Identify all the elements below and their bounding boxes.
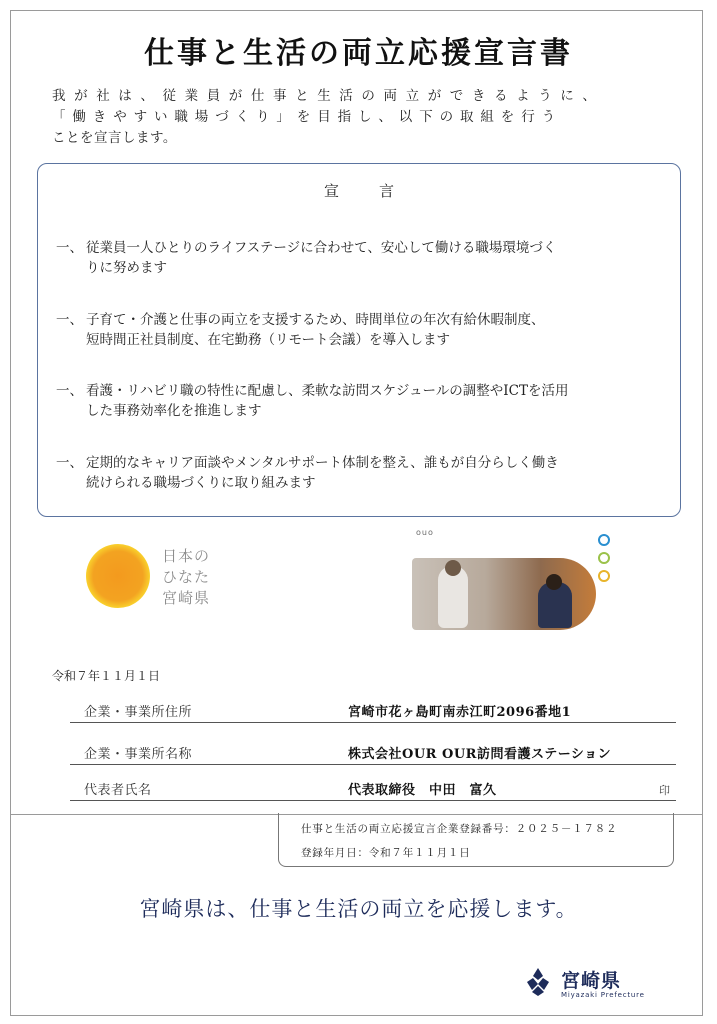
item-mark: 一、 [56, 240, 83, 256]
prefecture-name: 宮崎県 [561, 970, 622, 992]
declaration-item [56, 238, 656, 278]
intro-line: ことを宣言します。 [52, 130, 177, 146]
item-mark: 一、 [56, 455, 83, 471]
document-title: 仕事と生活の両立応援宣言書 [144, 36, 573, 71]
item-mark: 一、 [56, 312, 83, 328]
item-line: りに努めます [86, 260, 167, 276]
registration-date: 登録年月日：令和７年１１月１日 [301, 847, 471, 859]
hinata-sun-icon [86, 544, 150, 608]
address-field [70, 698, 676, 723]
intro-text [52, 86, 676, 149]
field-value: 代表取締役 中田 富久 [348, 783, 497, 798]
registration-number: 仕事と生活の両立応援宣言企業登録番号：２０２５－１７８２ [301, 823, 618, 835]
declaration-item [56, 453, 656, 493]
prefecture-slogan: 宮崎県は、仕事と生活の両立を応援します。 [139, 897, 578, 921]
item-mark: 一、 [56, 383, 83, 399]
field-value: 株式会社OUR OUR訪問看護ステーション [348, 747, 612, 762]
our-vertical-logo-icon [598, 534, 612, 588]
field-label: 企業・事業所名称 [84, 747, 193, 762]
staff-photo [412, 558, 596, 630]
miyazaki-emblem-icon [521, 966, 555, 998]
registration-box [278, 813, 674, 867]
issue-date: 令和７年１１月１日 [52, 669, 161, 683]
item-line: 従業員一人ひとりのライフステージに合わせて、安心して働ける職場環境づく [86, 240, 557, 256]
declaration-item [56, 381, 656, 421]
representative-field [70, 776, 676, 801]
declaration-item [56, 310, 656, 350]
photo-figure-head [546, 574, 562, 590]
seal-mark: 印 [659, 784, 670, 797]
item-line: した事務効率化を推進します [86, 403, 262, 419]
item-line: 看護・リハビリ職の特性に配慮し、柔軟な訪問スケジュールの調整やICTを活用 [86, 383, 569, 399]
item-line: 子育て・介護と仕事の両立を支援するため、時間単位の年次有給休暇制度、 [86, 312, 545, 328]
company-photo-area [410, 528, 620, 638]
item-line: 短時間正社員制度、在宅勤務（リモート会議）を導入します [86, 332, 450, 348]
logo-line: ひなた [162, 568, 211, 586]
logo-line: 宮崎県 [162, 589, 211, 607]
declaration-box [37, 163, 681, 517]
declaration-heading: 宣言 [323, 182, 434, 200]
logo-line: 日本の [162, 547, 211, 565]
hinata-logo-text [162, 546, 210, 609]
field-value: 宮崎市花ヶ島町南赤江町2096番地1 [348, 705, 572, 720]
prefecture-roman: Miyazaki Prefecture [561, 991, 645, 999]
intro-line: 我が社は、従業員が仕事と生活の両立ができるように、 [52, 88, 605, 104]
photo-figure-head [445, 560, 461, 576]
item-line: 続けられる職場づくりに取り組みます [86, 475, 316, 491]
logo-ring-icon [598, 534, 610, 546]
hinata-logo [86, 544, 236, 616]
logo-ring-icon [598, 570, 610, 582]
field-label: 代表者氏名 [84, 783, 152, 798]
intro-line: 「働きやすい職場づくり」を目指し、以下の取組を行う [52, 109, 562, 125]
company-name-field [70, 740, 676, 765]
our-small-logo: ouo [416, 528, 434, 537]
logo-ring-icon [598, 552, 610, 564]
field-label: 企業・事業所住所 [84, 705, 193, 720]
item-line: 定期的なキャリア面談やメンタルサポート体制を整え、誰もが自分らしく働き [86, 455, 559, 471]
miyazaki-prefecture-logo [521, 966, 681, 1002]
